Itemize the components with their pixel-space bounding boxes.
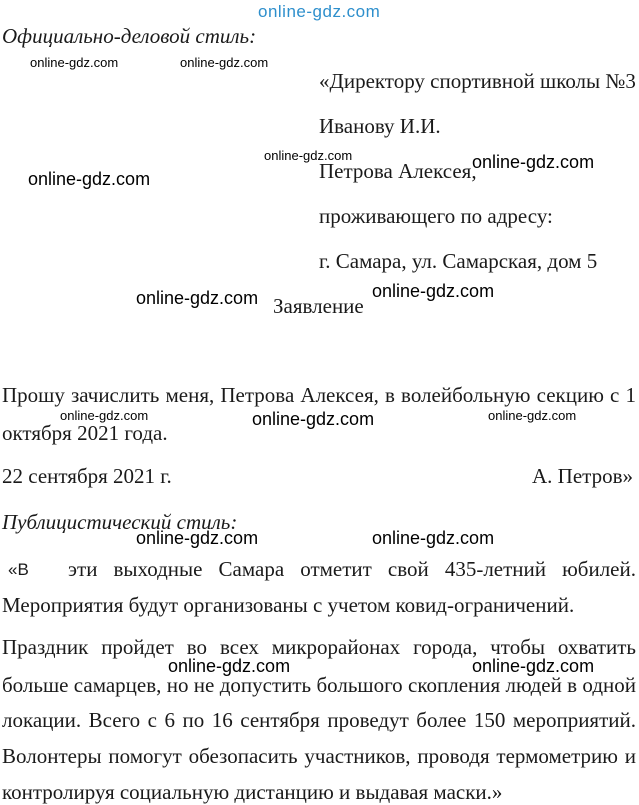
watermark: online-gdz.com (60, 408, 149, 423)
journalistic-line-5-text: локации. Всего с 6 по 16 сентября проведут более 150 мероприятий. (2, 708, 636, 732)
journalistic-line-4 (2, 675, 636, 696)
watermark: online-gdz.com (180, 55, 269, 70)
journalistic-line-2: Мероприятия будут организованы с учетом ковид-ограничений. (2, 593, 575, 617)
journalistic-line-1-text: эти выходные Самара отметит свой 435-летний юбилей. (68, 557, 636, 581)
watermark: online-gdz.com (168, 656, 291, 676)
application-date: 22 сентября 2021 г. (2, 464, 172, 488)
watermark: online-gdz.com (488, 408, 577, 423)
watermark: online-gdz.com (472, 152, 595, 172)
application-body-line-1 (2, 385, 636, 406)
addressee-line-5: г. Самара, ул. Самарская, дом 5 (319, 249, 598, 273)
application-body-line-2: октября 2021 года. (2, 421, 168, 445)
journalistic-line-6-text: Волонтеры помогут обезопасить участников, проводя термометрию и (2, 744, 636, 768)
watermark: online-gdz.com (28, 169, 151, 189)
journalistic-line-6 (2, 746, 636, 767)
watermark: online-gdz.com (30, 55, 119, 70)
addressee-line-1: «Директору спортивной школы №3 (319, 69, 636, 93)
watermark: online-gdz.com (472, 656, 595, 676)
official-style-heading: Официально-деловой стиль: (2, 24, 257, 48)
watermark: online-gdz.com (136, 288, 259, 308)
watermark-top: online-gdz.com (258, 2, 381, 21)
journalistic-line-3-text: Праздник пройдет во всех микрорайонах города, чтобы охватить (2, 635, 636, 659)
journalistic-line-4-text: больше самарцев, но не допустить большого скопления людей в одной (2, 673, 636, 697)
journalistic-line-1 (68, 559, 636, 580)
quote-opening: «В (8, 560, 29, 579)
addressee-line-2: Иванову И.И. (319, 114, 441, 138)
application-signature: А. Петров» (532, 464, 634, 488)
application-body-text-1: Прошу зачислить меня, Петрова Алексея, в волейбольную секцию с 1 (2, 383, 636, 407)
journalistic-line-3 (2, 637, 636, 658)
watermark: online-gdz.com (136, 528, 259, 548)
watermark: online-gdz.com (264, 148, 353, 163)
watermark: online-gdz.com (372, 528, 495, 548)
journalistic-line-5 (2, 710, 636, 731)
watermark: online-gdz.com (252, 409, 375, 429)
addressee-line-3: Петрова Алексея, (319, 159, 477, 183)
addressee-line-4: проживающего по адресу: (319, 204, 553, 228)
watermark: online-gdz.com (372, 281, 495, 301)
document-title: Заявление (273, 294, 364, 318)
journalistic-style-heading: Публицистический стиль: (2, 510, 238, 534)
journalistic-line-7: контролируя социальную дистанцию и выдавая маски.» (2, 780, 503, 804)
